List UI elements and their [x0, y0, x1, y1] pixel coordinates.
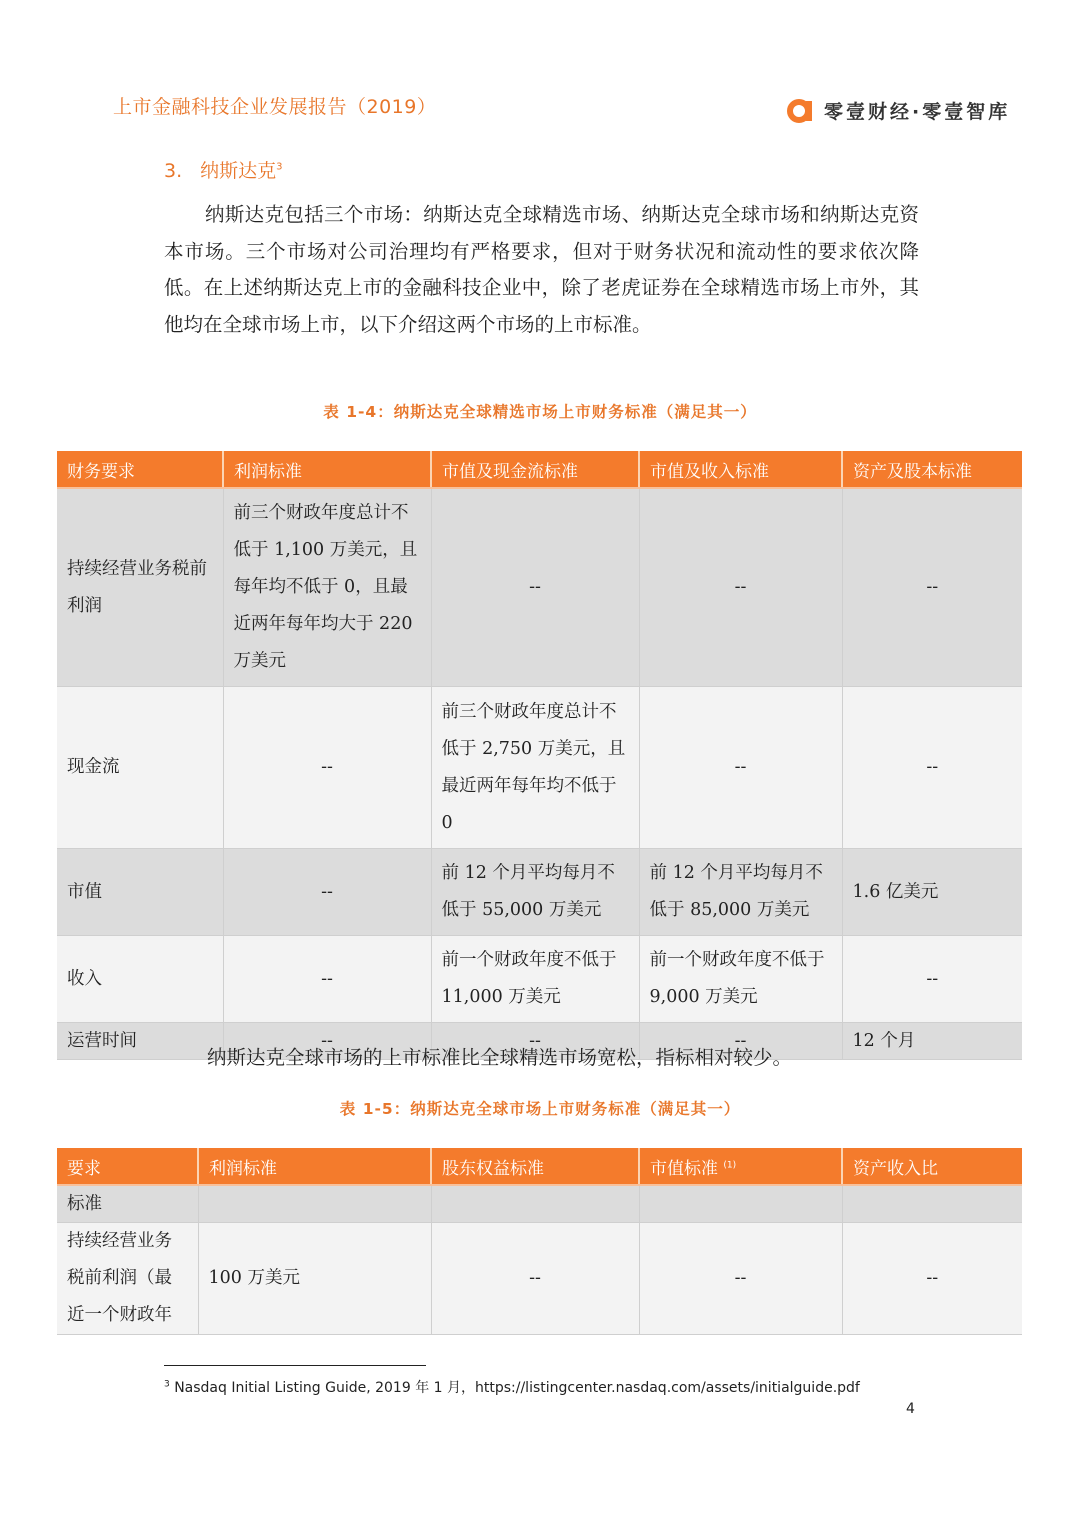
- footnote-mark: 3: [164, 1379, 170, 1390]
- table-cell: 前 12 个月平均每月不低于 85,000 万美元: [639, 849, 842, 936]
- table-cell: --: [639, 687, 842, 849]
- table2-header-row: [57, 1148, 1022, 1185]
- table-cell: --: [842, 936, 1022, 1023]
- table1-header-cell: 市值及收入标准: [639, 451, 842, 488]
- table-cell: --: [223, 687, 431, 849]
- table-cell: 市值: [57, 849, 223, 936]
- table-cell: --: [431, 1023, 639, 1060]
- table-cell: --: [223, 1023, 431, 1060]
- table-cell: --: [639, 488, 842, 687]
- table-cell: --: [842, 1223, 1022, 1335]
- table-cell: 现金流: [57, 687, 223, 849]
- table-cell: --: [431, 1223, 639, 1335]
- table1: [57, 451, 1022, 1060]
- table2-header-cell: 利润标准: [198, 1148, 431, 1185]
- table-cell: --: [223, 849, 431, 936]
- section-number: 3.: [164, 160, 183, 182]
- table-cell: --: [431, 488, 639, 687]
- table-cell: [431, 1185, 639, 1223]
- table1-header-cell: 资产及股本标准: [842, 451, 1022, 488]
- table-cell: 标准: [57, 1185, 198, 1223]
- table-cell: [198, 1185, 431, 1223]
- table1-header-cell: 利润标准: [223, 451, 431, 488]
- table-cell: 1.6 亿美元: [842, 849, 1022, 936]
- table-cell: [842, 1185, 1022, 1223]
- header-label: 市值标准: [650, 1158, 718, 1179]
- section-heading: [164, 156, 283, 183]
- table2: [57, 1148, 1022, 1335]
- table-cell: 前一个财政年度不低于 9,000 万美元: [639, 936, 842, 1023]
- table-cell: --: [639, 1023, 842, 1060]
- table-cell: 12 个月: [842, 1023, 1022, 1060]
- table-row: [57, 1223, 1022, 1335]
- report-title: 上市金融科技企业发展报告（2019）: [113, 96, 437, 118]
- table-cell: 前一个财政年度不低于 11,000 万美元: [431, 936, 639, 1023]
- footnote-ref[interactable]: 3: [276, 161, 283, 173]
- table1-header-row: [57, 451, 1022, 488]
- table-cell: 运营时间: [57, 1023, 223, 1060]
- table-cell: 前 12 个月平均每月不低于 55,000 万美元: [431, 849, 639, 936]
- table-cell: --: [223, 936, 431, 1023]
- table-row: [57, 936, 1022, 1023]
- brand-logo: [786, 96, 1010, 124]
- logo-text: 零壹财经·零壹智库: [824, 100, 1011, 123]
- section-title: 纳斯达克: [200, 160, 277, 182]
- table-cell: --: [842, 488, 1022, 687]
- table2-header-cell: 资产收入比: [842, 1148, 1022, 1185]
- table-cell: [639, 1185, 842, 1223]
- footnote: [164, 1377, 860, 1397]
- footnote-divider: [164, 1365, 426, 1366]
- comparison-paragraph: 纳斯达克全球市场的上市标准比全球精选市场宽松，指标相对较少。: [207, 1046, 793, 1069]
- table1-header-cell: 市值及现金流标准: [431, 451, 639, 488]
- table1-header-cell: 财务要求: [57, 451, 223, 488]
- header-footnote-mark: (1): [723, 1159, 737, 1170]
- table1-caption: 表 1-4：纳斯达克全球精选市场上市财务标准（满足其一）: [323, 403, 757, 421]
- table2-caption: 表 1-5：纳斯达克全球市场上市财务标准（满足其一）: [339, 1100, 741, 1118]
- footnote-text[interactable]: Nasdaq Initial Listing Guide, 2019 年 1 月，https://listingcenter.nasdaq.com/assets/initialguide.pdf: [174, 1380, 860, 1396]
- table-cell: 前三个财政年度总计不低于 1,100 万美元，且每年均不低于 0，且最近两年每年均大于 220 万美元: [223, 488, 431, 687]
- table-cell: --: [842, 687, 1022, 849]
- table2-header-cell: 要求: [57, 1148, 198, 1185]
- table-cell: 收入: [57, 936, 223, 1023]
- table-cell: 前三个财政年度总计不低于 2,750 万美元，且最近两年每年均不低于 0: [431, 687, 639, 849]
- table-cell: --: [639, 1223, 842, 1335]
- logo-icon: [786, 96, 814, 124]
- intro-paragraph: 纳斯达克包括三个市场：纳斯达克全球精选市场、纳斯达克全球市场和纳斯达克资本市场。三个市场对公司治理均有严格要求，但对于财务状况和流动性的要求依次降低。在上述纳斯达克上市的金融科技企业中，除了老虎证券在全球精选市场上市外，其他均在全球市场上市，以下介绍这两个市场的上市标准。: [164, 203, 919, 336]
- table2-header-cell: [639, 1148, 842, 1185]
- table-cell: 100 万美元: [198, 1223, 431, 1335]
- table2-header-cell: 股东权益标准: [431, 1148, 639, 1185]
- table-cell: 持续经营业务税前利润: [57, 488, 223, 687]
- table-row: [57, 849, 1022, 936]
- table-row: [57, 488, 1022, 687]
- page-number: 4: [906, 1401, 915, 1417]
- table-cell: 持续经营业务税前利润（最近一个财政年: [57, 1223, 198, 1335]
- table-row: [57, 687, 1022, 849]
- table-row: [57, 1185, 1022, 1223]
